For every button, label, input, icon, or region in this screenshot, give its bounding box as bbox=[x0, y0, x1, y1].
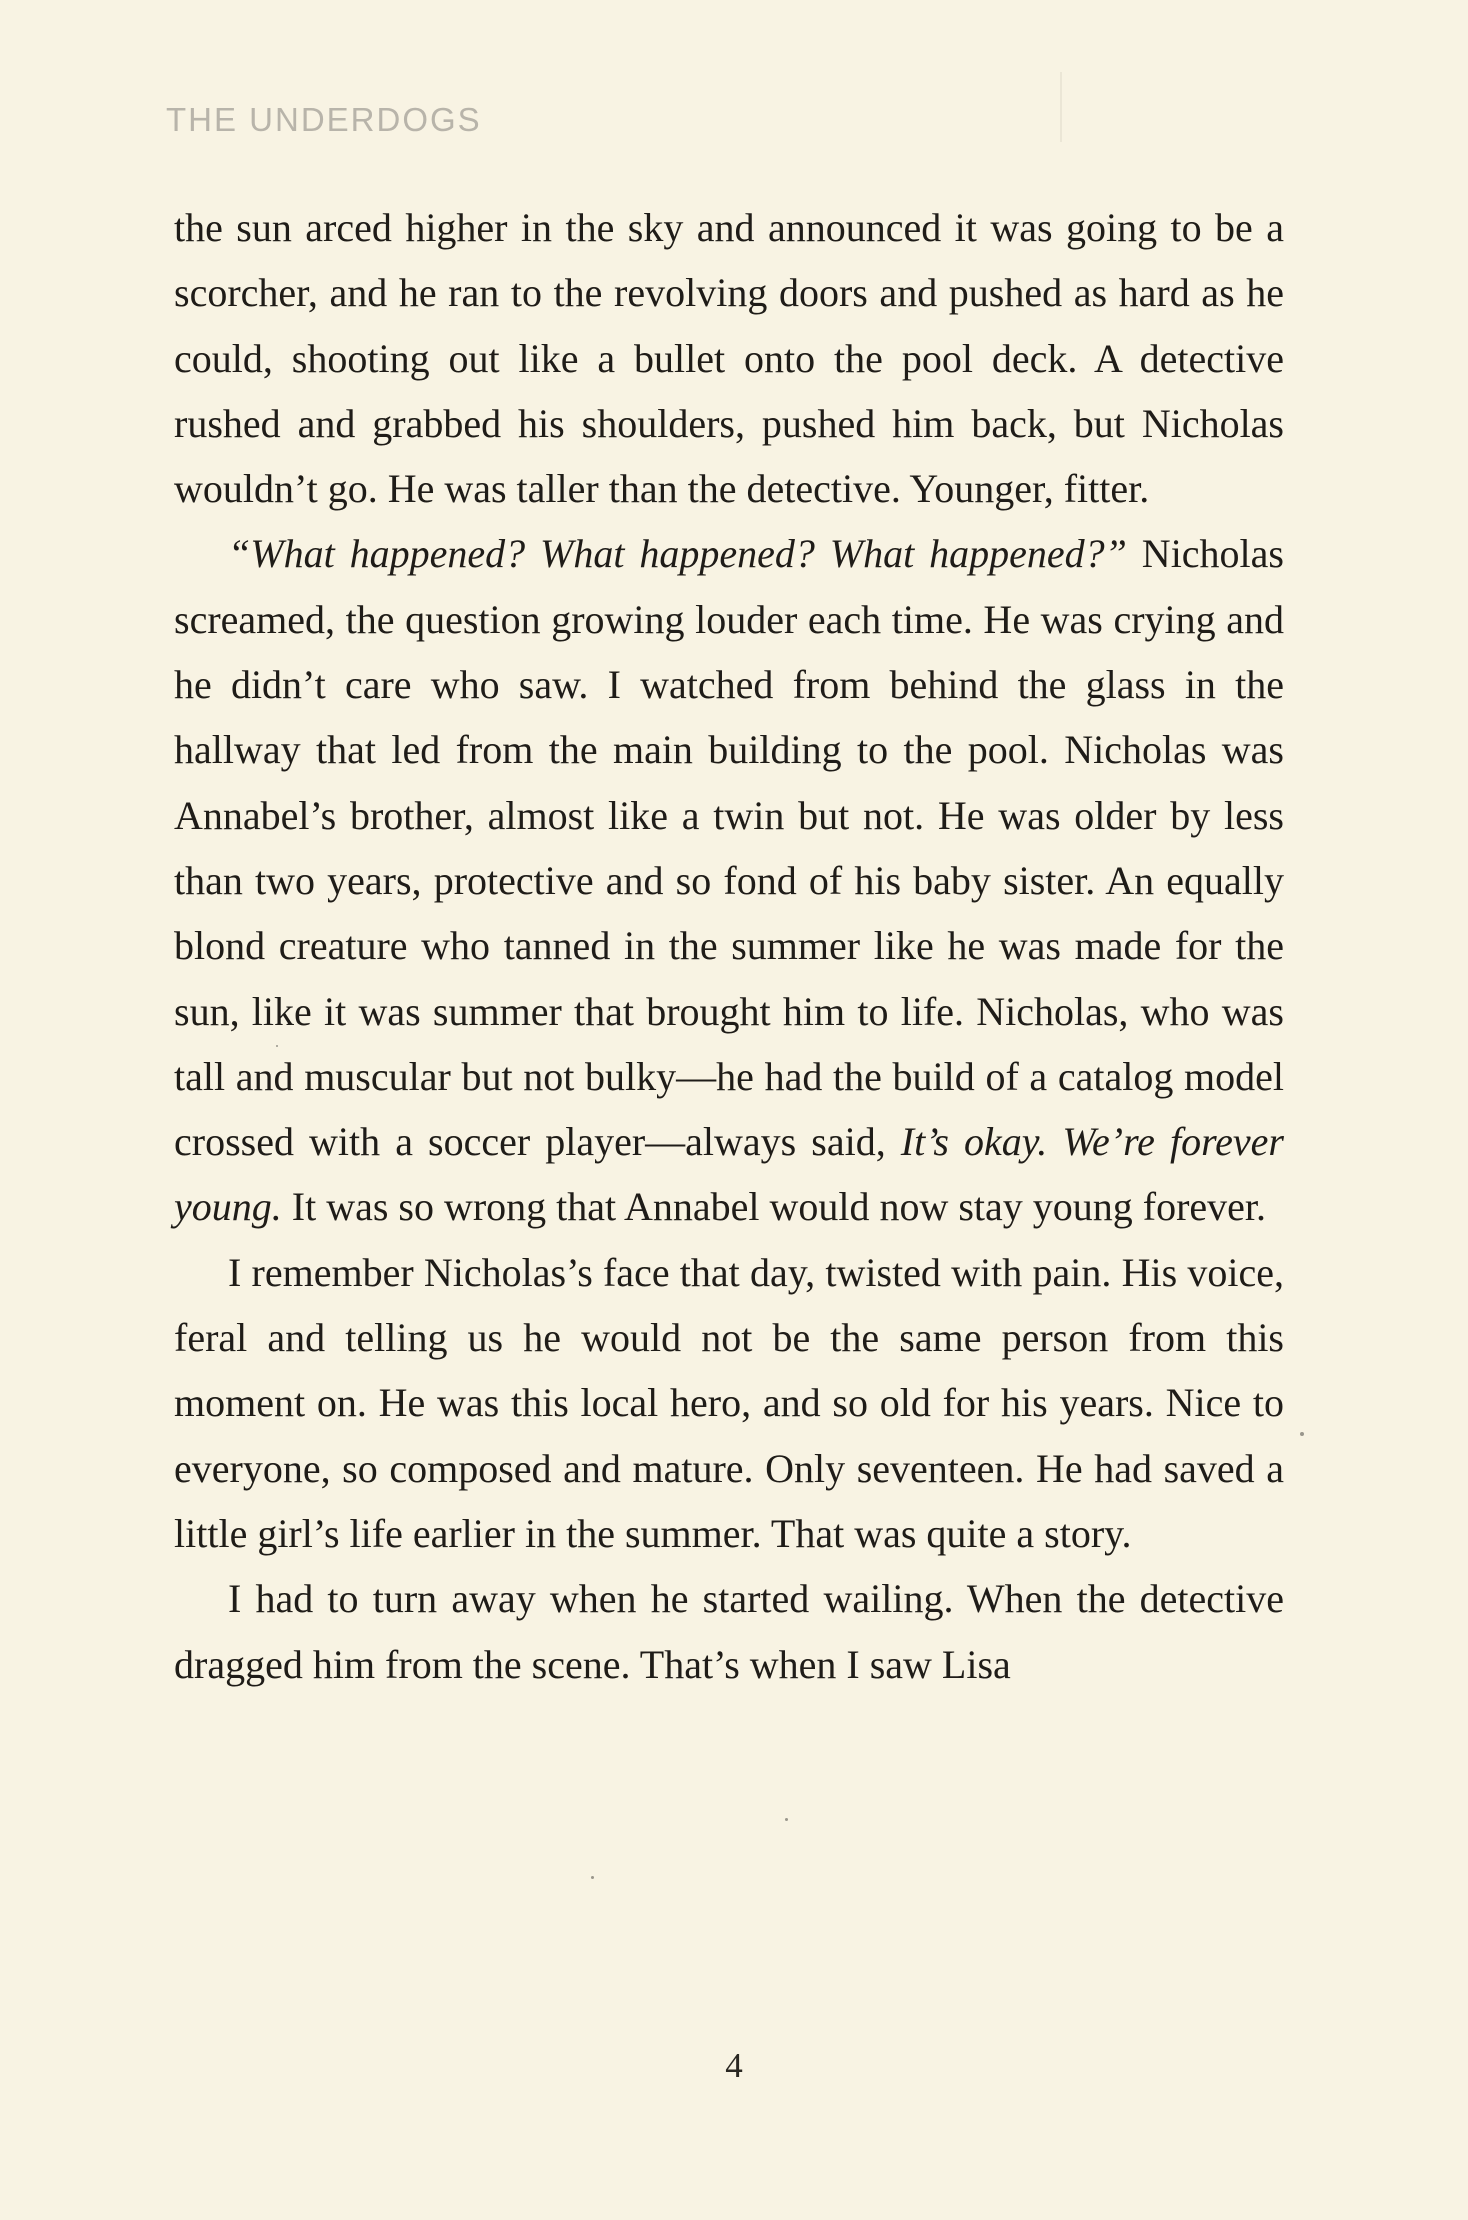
paragraph-4-text: I had to turn away when he started wailing. When the detective dragged him from the scene. That’s when I saw Lisa bbox=[174, 1576, 1284, 1687]
scan-artifact-line bbox=[1060, 72, 1062, 142]
scan-speck bbox=[1300, 1432, 1304, 1436]
paragraph-2-italic-phrase: It’s okay. We’re forever young. bbox=[174, 1119, 1285, 1230]
scan-speck bbox=[785, 1818, 788, 1821]
paragraph-3 bbox=[174, 1240, 1284, 1566]
running-head: THE UNDERDOGS bbox=[166, 101, 482, 138]
paragraph-2-text-a: Nicholas screamed, the question growing louder each time. He was crying and he didn’t care who saw. I watched from behind the glass in the hallway that led from the main building to the pool. Nicholas was Annabel’s brother, almost like a twin but not. He was older by less than two years, protective and so fond of his baby sister. An equally blond creature who tanned in the summer like he was made for the sun, like it was summer that brought him to life. Nicholas, who was tall and muscular but not bulky—he had the build of a catalog model crossed with a soccer player—always said, bbox=[174, 531, 1284, 1165]
body-text bbox=[174, 195, 1284, 1697]
page-number: 4 bbox=[725, 2046, 743, 2085]
paragraph-3-text: I remember Nicholas’s face that day, twisted with pain. His voice, feral and telling us he would not be the same person from this moment on. He was this local hero, and so old for his years. Nice to everyone, so composed and mature. Only seventeen. He had saved a little girl’s life earlier in the summer. That was quite a story. bbox=[174, 1249, 1284, 1556]
paragraph-1 bbox=[174, 195, 1284, 521]
paragraph-4 bbox=[174, 1566, 1284, 1697]
paragraph-1-text: the sun arced higher in the sky and announced it was going to be a scorcher, and he ran to the revolving doors and pushed as hard as he could, shooting out like a bullet onto the pool deck. A detective rushed and grabbed his shoulders, pushed him back, but Nicholas wouldn’t go. He was taller than the detective. Younger, fitter. bbox=[174, 205, 1284, 512]
paragraph-2 bbox=[174, 521, 1284, 1239]
paragraph-2-text-b: It was so wrong that Annabel would now stay young forever. bbox=[281, 1184, 1267, 1230]
scan-speck bbox=[591, 1876, 594, 1879]
scan-speck bbox=[276, 1045, 278, 1047]
paragraph-2-italic-quote: “What happened? What happened? What happened?” bbox=[228, 531, 1127, 577]
